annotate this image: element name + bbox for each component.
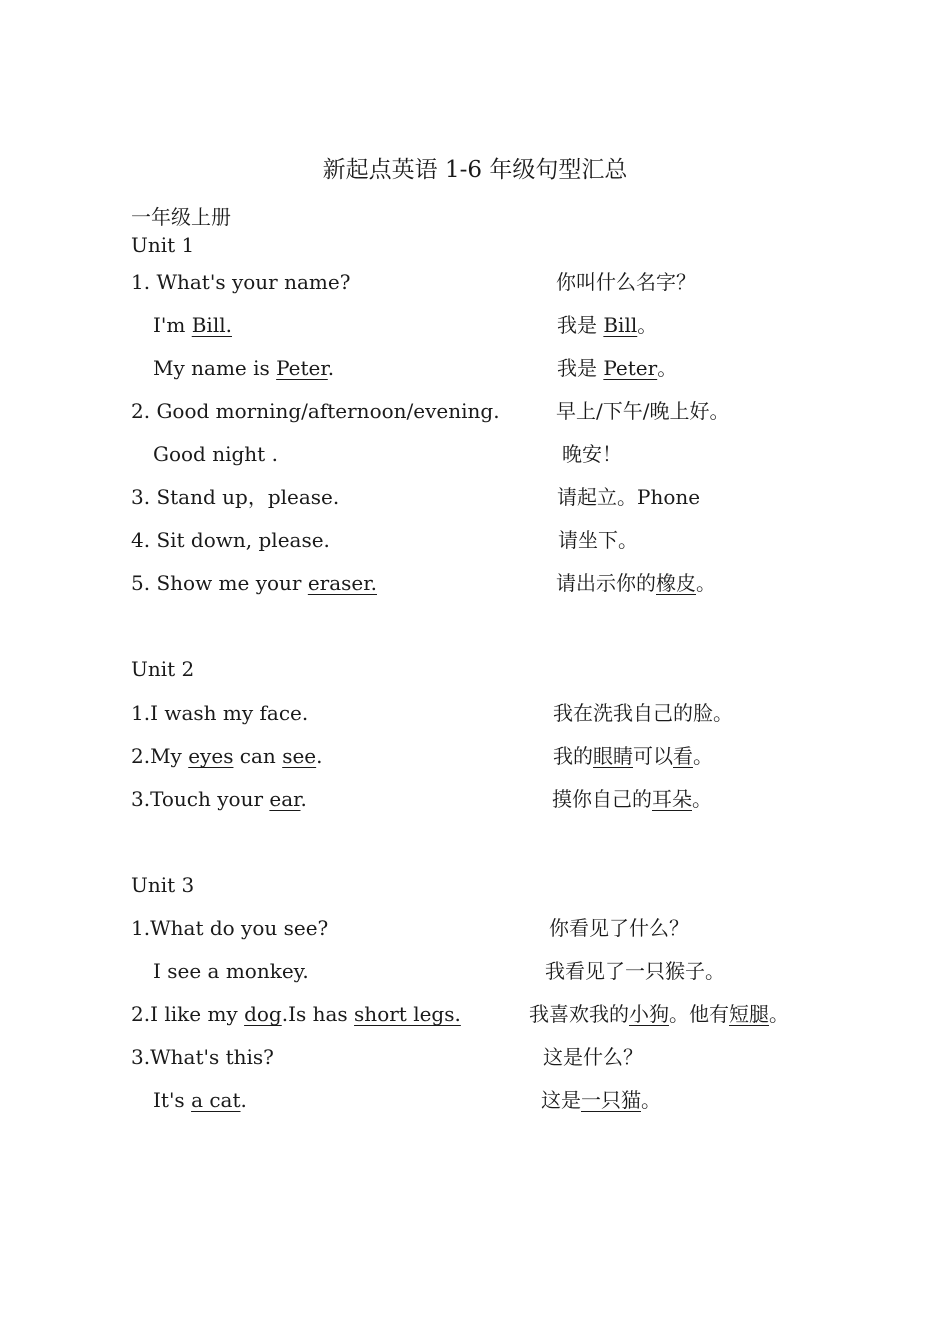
sentence-row: [0, 525, 950, 555]
translation-text: 。: [696, 571, 716, 595]
underlined-word: 眼睛: [593, 744, 633, 768]
english-sentence: [131, 698, 308, 728]
chinese-translation: [529, 999, 789, 1029]
translation-text: 晚安！: [562, 442, 622, 466]
sentence-row: [0, 741, 950, 771]
sentence-text: 1.I wash my face.: [131, 701, 309, 725]
english-sentence: [131, 784, 307, 814]
sentence-row: [0, 1042, 950, 1072]
translation-text: 我是: [557, 313, 604, 337]
translation-text: 。他有: [669, 1002, 729, 1026]
sentence-text: .Is has: [281, 1002, 355, 1026]
english-sentence: [131, 267, 350, 297]
chinese-translation: [557, 482, 700, 512]
chinese-translation: [557, 353, 677, 383]
chinese-translation: [552, 784, 712, 814]
underlined-word: see: [282, 744, 317, 768]
sentence-row: [0, 353, 950, 383]
underlined-word: dog: [244, 1002, 282, 1026]
underlined-word: 橡皮: [656, 571, 696, 595]
sentence-text: I'm: [153, 313, 192, 337]
sentence-text: 3.Touch your: [131, 787, 270, 811]
sentence-row: [0, 568, 950, 598]
sentence-text: .: [327, 356, 335, 380]
chinese-translation: [562, 439, 622, 469]
english-sentence: [131, 568, 377, 598]
sentence-text: I see a monkey.: [153, 959, 309, 983]
translation-text: 。: [641, 1088, 661, 1112]
translation-text: 。: [693, 744, 713, 768]
sentence-text: 3. Stand up，please.: [131, 485, 340, 509]
sentence-row: [0, 396, 950, 426]
underlined-word: 短腿: [729, 1002, 769, 1026]
sentence-text: .: [300, 787, 307, 811]
unit-heading: Unit 2: [131, 657, 195, 681]
translation-text: 我看见了一只猴子。: [545, 959, 725, 983]
chinese-translation: [541, 1085, 661, 1115]
english-sentence: [131, 741, 322, 771]
sentence-text: can: [233, 744, 283, 768]
underlined-word: 小狗: [629, 1002, 669, 1026]
underlined-word: 耳朵: [652, 787, 692, 811]
translation-text: 摸你自己的: [552, 787, 652, 811]
english-sentence: [131, 525, 330, 555]
chinese-translation: [553, 741, 713, 771]
chinese-translation: [557, 310, 657, 340]
grade-heading: 一年级上册: [131, 205, 231, 229]
sentence-text: .: [316, 744, 323, 768]
sentence-text: .: [240, 1088, 247, 1112]
chinese-translation: [549, 913, 689, 943]
sentence-row: [0, 482, 950, 512]
underlined-word: eraser.: [307, 571, 377, 595]
translation-text: 早上/下午/晚上好。: [556, 399, 730, 423]
chinese-translation: [556, 396, 729, 426]
translation-text: 。: [692, 787, 712, 811]
sentence-text: 2. Good morning/afternoon/evening.: [131, 399, 500, 423]
underlined-word: ear: [269, 787, 301, 811]
sentence-row: [0, 1085, 950, 1115]
translation-text: 。: [637, 313, 658, 337]
underlined-word: Peter: [276, 356, 328, 380]
sentence-text: It's: [153, 1088, 192, 1112]
translation-text: 我是: [557, 356, 604, 380]
sentence-text: 2.My: [131, 744, 189, 768]
english-sentence: [131, 999, 461, 1029]
translation-text: 这是什么？: [543, 1045, 643, 1069]
sentence-text: Good night .: [153, 442, 278, 466]
english-sentence: [131, 396, 500, 426]
translation-text: 这是: [541, 1088, 581, 1112]
sentence-text: 1. What's your name?: [131, 270, 351, 294]
english-sentence: [153, 353, 334, 383]
chinese-translation: [558, 525, 638, 555]
english-sentence: [131, 1042, 274, 1072]
underlined-word: a cat: [191, 1088, 241, 1112]
unit-heading: Unit 3: [131, 873, 195, 897]
sentence-text: 4. Sit down, please.: [131, 528, 330, 552]
english-sentence: [153, 1085, 247, 1115]
translation-text: 我喜欢我的: [529, 1002, 629, 1026]
sentence-row: [0, 310, 950, 340]
page-title: 新起点英语 1-6 年级句型汇总: [322, 157, 628, 183]
sentence-row: [0, 784, 950, 814]
underlined-word: Bill.: [191, 313, 232, 337]
underlined-word: Bill: [603, 313, 638, 337]
sentence-row: [0, 956, 950, 986]
chinese-translation: [545, 956, 725, 986]
translation-text: 我的: [553, 744, 593, 768]
unit-heading: Unit 1: [131, 233, 195, 257]
chinese-translation: [556, 568, 716, 598]
underlined-word: 一只猫: [581, 1088, 641, 1112]
sentence-text: 2.I like my: [131, 1002, 245, 1026]
sentence-row: [0, 913, 950, 943]
translation-text: 请出示你的: [556, 571, 656, 595]
translation-text: 可以: [633, 744, 673, 768]
underlined-word: short legs.: [354, 1002, 461, 1026]
translation-text: 你叫什么名字？: [556, 270, 696, 294]
translation-text: 请坐下。: [558, 528, 638, 552]
underlined-word: 看: [673, 744, 693, 768]
underlined-word: Peter: [603, 356, 658, 380]
sentence-text: 3.What's this?: [131, 1045, 274, 1069]
sentence-text: My name is: [153, 356, 277, 380]
english-sentence: [153, 956, 309, 986]
chinese-translation: [543, 1042, 643, 1072]
translation-text: 我在洗我自己的脸。: [553, 701, 733, 725]
translation-text: 。: [657, 356, 678, 380]
english-sentence: [131, 913, 328, 943]
english-sentence: [153, 310, 232, 340]
sentence-row: [0, 267, 950, 297]
sentence-row: [0, 439, 950, 469]
sentence-text: 5. Show me your: [131, 571, 308, 595]
chinese-translation: [553, 698, 733, 728]
translation-text: 。: [769, 1002, 789, 1026]
sentence-row: [0, 698, 950, 728]
sentence-text: 1.What do you see?: [131, 916, 329, 940]
translation-text: 你看见了什么？: [549, 916, 689, 940]
english-sentence: [131, 482, 339, 512]
english-sentence: [153, 439, 278, 469]
chinese-translation: [556, 267, 696, 297]
sentence-row: [0, 999, 950, 1029]
underlined-word: eyes: [188, 744, 234, 768]
translation-text: 请起立。Phone: [557, 485, 701, 509]
